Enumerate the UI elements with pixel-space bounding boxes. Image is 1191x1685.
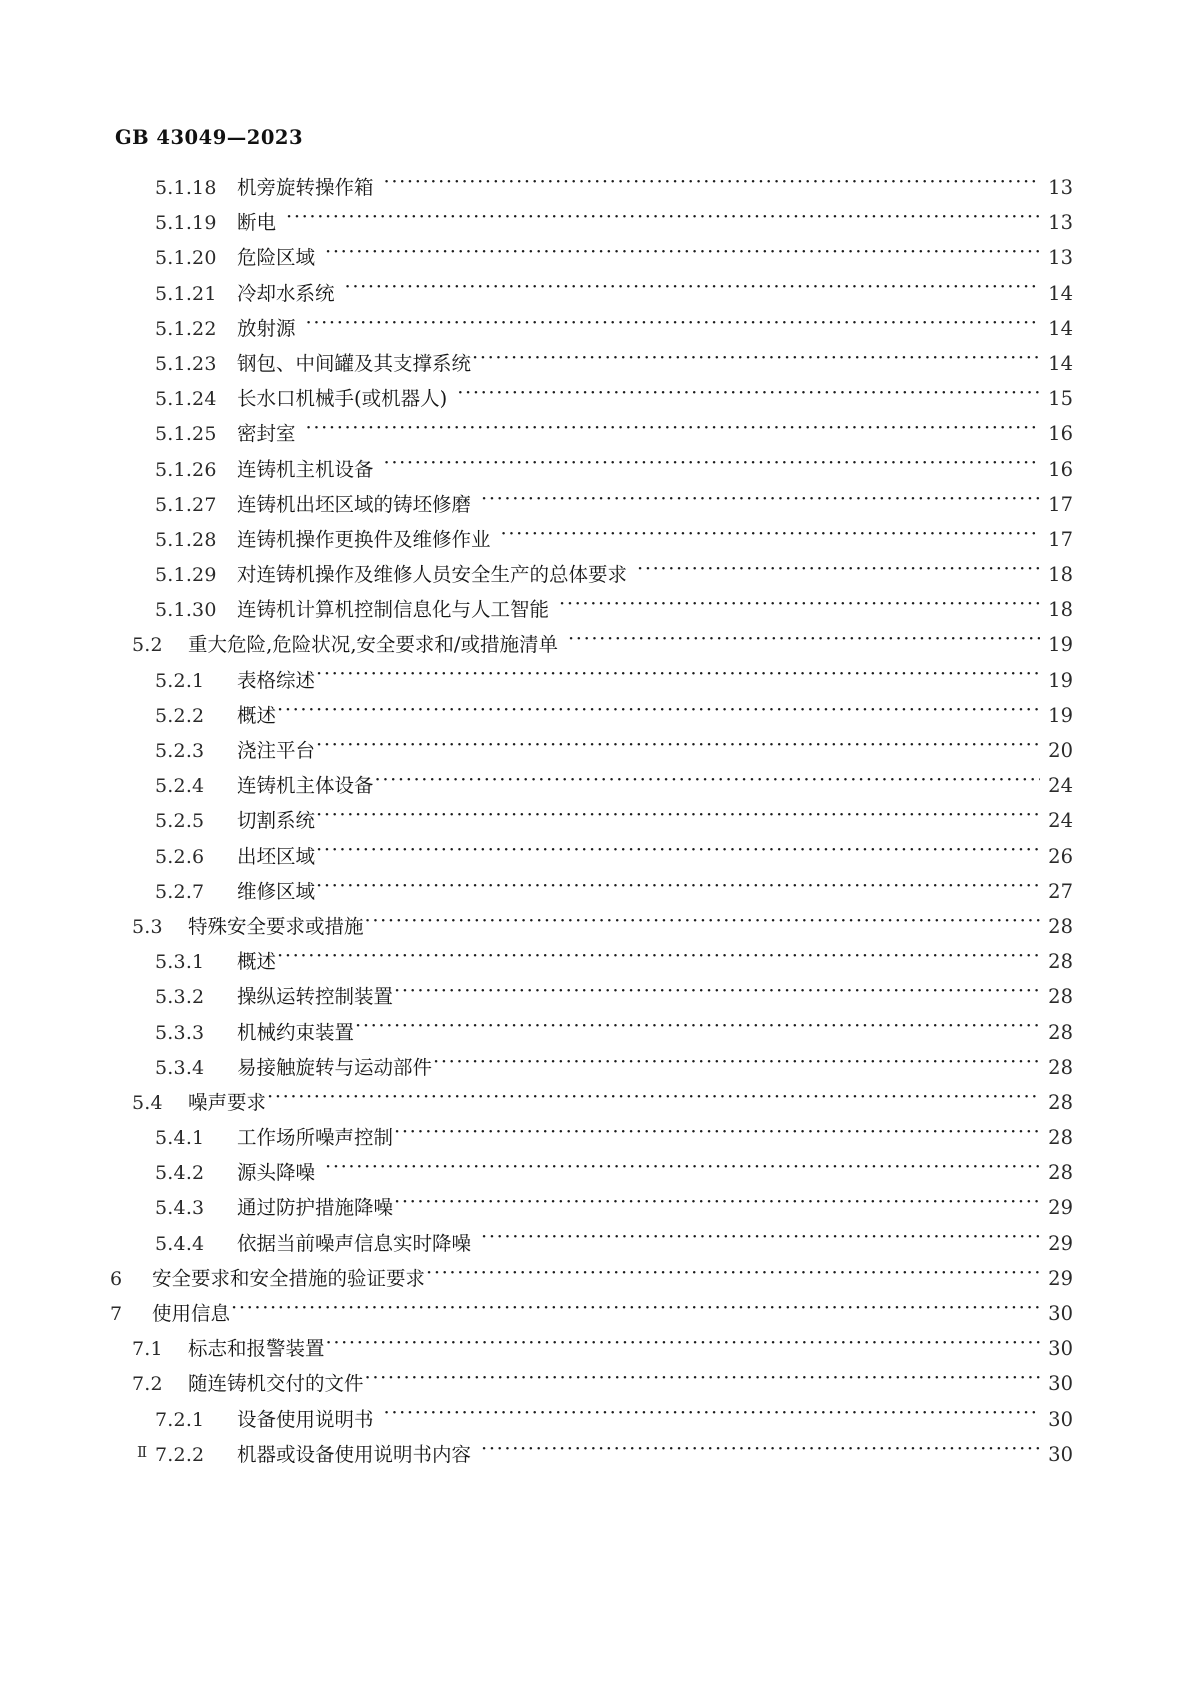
toc-entry-title: 出坯区域 [237, 844, 316, 868]
toc-entry-title: 钢包、中间罐及其支撑系统 [237, 351, 472, 375]
toc-entry[interactable] [0, 665, 1191, 700]
toc-entry[interactable] [0, 313, 1191, 348]
toc-dot-leader [267, 1089, 1040, 1109]
toc-dot-leader [384, 1406, 1040, 1426]
toc-entry-page-number: 28 [1048, 1020, 1073, 1044]
toc-dot-leader [355, 1019, 1040, 1039]
toc-dot-leader [231, 1301, 1040, 1321]
toc-dot-leader [365, 1371, 1040, 1391]
toc-dot-leader [316, 808, 1040, 828]
toc-entry[interactable] [0, 1122, 1191, 1157]
toc-entry[interactable] [0, 735, 1191, 770]
toc-entry-title: 冷却水系统 [237, 281, 335, 305]
toc-dot-leader [426, 1265, 1040, 1285]
toc-entry-number: 5.2.3 [155, 740, 205, 762]
toc-entry-title: 切割系统 [237, 809, 316, 833]
toc-entry-page-number: 28 [1048, 1090, 1073, 1114]
toc-entry[interactable] [0, 1333, 1191, 1368]
toc-dot-leader [481, 1230, 1040, 1250]
toc-entry-page-number: 16 [1048, 422, 1073, 446]
toc-entry-title: 机械约束装置 [237, 1020, 355, 1044]
toc-dot-leader [277, 949, 1040, 969]
toc-entry[interactable] [0, 594, 1191, 629]
toc-entry-title: 概述 [237, 950, 277, 974]
toc-dot-leader [316, 878, 1040, 898]
toc-entry-page-number: 30 [1048, 1442, 1073, 1466]
toc-entry-title: 噪声要求 [188, 1090, 267, 1114]
toc-entry-number: 5.2.5 [155, 810, 205, 833]
toc-entry[interactable] [0, 454, 1191, 489]
toc-entry-title: 断电 [237, 211, 277, 235]
toc-entry[interactable] [0, 1404, 1191, 1439]
toc-entry[interactable] [0, 770, 1191, 805]
toc-entry-number: 5.2.2 [155, 704, 205, 727]
toc-entry-number: 5.3.3 [155, 1021, 205, 1044]
toc-entry-title: 长水口机械手(或机器人) [237, 387, 448, 411]
toc-entry-page-number: 28 [1048, 985, 1073, 1009]
toc-entry-number: 5.4.4 [155, 1232, 205, 1255]
toc-entry-title: 标志和报警装置 [188, 1337, 325, 1361]
toc-entry-number: 5.4.1 [155, 1127, 205, 1150]
toc-dot-leader [375, 773, 1040, 793]
toc-entry[interactable] [0, 911, 1191, 946]
toc-entry[interactable] [0, 946, 1191, 981]
toc-dot-leader [316, 843, 1040, 863]
toc-dot-leader [316, 667, 1040, 687]
toc-entry-number: 5.2 [132, 634, 163, 657]
toc-entry-page-number: 19 [1048, 633, 1073, 657]
toc-entry[interactable] [0, 418, 1191, 453]
toc-entry-page-number: 13 [1048, 176, 1073, 199]
toc-entry-title: 连铸机出坯区域的铸坯修磨 [237, 492, 472, 516]
toc-entry[interactable] [0, 278, 1191, 313]
toc-entry-number: 5.4.2 [155, 1162, 205, 1185]
toc-entry-title: 易接触旋转与运动部件 [237, 1055, 433, 1079]
toc-dot-leader [394, 984, 1040, 1004]
toc-entry-page-number: 29 [1048, 1196, 1073, 1220]
toc-entry[interactable] [0, 1368, 1191, 1403]
toc-entry[interactable] [0, 242, 1191, 277]
toc-dot-leader [394, 1195, 1040, 1215]
toc-entry[interactable] [0, 1298, 1191, 1333]
toc-entry-number: 5.3 [132, 915, 163, 938]
toc-entry-page-number: 15 [1048, 387, 1073, 411]
toc-entry[interactable] [0, 1087, 1191, 1122]
toc-entry-page-number: 27 [1048, 879, 1073, 903]
toc-entry-page-number: 14 [1048, 351, 1073, 375]
toc-entry-page-number: 13 [1048, 211, 1073, 235]
toc-entry-number: 7.1 [132, 1338, 163, 1361]
running-header [115, 126, 312, 149]
toc-dot-leader [277, 702, 1040, 722]
toc-entry-title: 放射源 [237, 316, 296, 340]
toc-entry[interactable] [0, 1263, 1191, 1298]
toc-entry-title: 操纵运转控制装置 [237, 985, 394, 1009]
toc-entry-page-number: 29 [1048, 1266, 1073, 1290]
toc-entry[interactable] [0, 489, 1191, 524]
toc-entry[interactable] [0, 841, 1191, 876]
toc-entry-title: 工作场所噪声控制 [237, 1126, 394, 1150]
toc-entry-number: 5.1.29 [155, 564, 217, 587]
toc-entry-title: 连铸机操作更换件及维修作业 [237, 527, 491, 551]
toc-entry[interactable] [0, 1017, 1191, 1052]
toc-entry-page-number: 30 [1048, 1302, 1073, 1325]
toc-dot-leader [481, 491, 1040, 511]
toc-entry-title: 依据当前噪声信息实时降噪 [237, 1231, 472, 1255]
toc-dot-leader [472, 350, 1040, 370]
page-folio: Ⅱ [137, 1443, 148, 1461]
toc-entry-title: 密封室 [237, 422, 296, 446]
toc-entry-page-number: 24 [1048, 774, 1073, 798]
toc-entry-number: 6 [110, 1267, 123, 1290]
toc-entry[interactable] [0, 876, 1191, 911]
toc-entry-title: 维修区域 [237, 879, 316, 903]
toc-entry-number: 5.3.2 [155, 986, 205, 1009]
toc-entry[interactable] [0, 805, 1191, 840]
toc-dot-leader [637, 562, 1040, 582]
toc-entry-page-number: 17 [1048, 527, 1073, 551]
toc-entry-number: 7 [110, 1303, 123, 1325]
toc-entry-number: 5.1.30 [155, 599, 217, 622]
toc-entry[interactable] [0, 629, 1191, 664]
toc-entry-page-number: 28 [1048, 1126, 1073, 1150]
toc-entry-page-number: 19 [1048, 703, 1073, 727]
toc-entry-page-number: 14 [1048, 281, 1073, 305]
toc-entry[interactable] [0, 700, 1191, 735]
toc-entry-page-number: 13 [1048, 246, 1073, 270]
toc-entry-title: 通过防护措施降噪 [237, 1196, 394, 1220]
toc-entry-title: 重大危险‚危险状况‚安全要求和/或措施清单 [188, 633, 558, 657]
toc-entry-page-number: 30 [1048, 1407, 1073, 1431]
toc-entry[interactable] [0, 1192, 1191, 1227]
toc-entry[interactable] [0, 1157, 1191, 1192]
toc-entry-page-number: 16 [1048, 457, 1073, 481]
toc-entry-title: 危险区域 [237, 246, 316, 270]
toc-dot-leader [286, 210, 1040, 230]
toc-entry[interactable] [0, 524, 1191, 559]
toc-entry-number: 5.1.24 [155, 388, 217, 411]
toc-dot-leader [306, 421, 1040, 441]
toc-entry-number: 5.2.6 [155, 845, 205, 868]
toc-entry-title: 表格综述 [237, 668, 316, 692]
toc-entry-title: 机旁旋转操作箱 [237, 176, 374, 199]
toc-entry-page-number: 26 [1048, 844, 1073, 868]
toc-dot-leader [384, 175, 1040, 195]
toc-entry-title: 使用信息 [152, 1302, 231, 1325]
toc-entry-title: 安全要求和安全措施的验证要求 [152, 1266, 426, 1290]
toc-entry-number: 5.4.3 [155, 1197, 205, 1220]
toc-dot-leader [394, 1125, 1040, 1145]
toc-entry-page-number: 28 [1048, 1161, 1073, 1185]
toc-entry[interactable] [0, 207, 1191, 242]
toc-entry-title: 连铸机主体设备 [237, 774, 374, 798]
toc-entry-page-number: 19 [1048, 668, 1073, 692]
toc-entry-number: 5.3.1 [155, 951, 205, 974]
toc-entry-page-number: 14 [1048, 316, 1073, 340]
toc-entry-page-number: 18 [1048, 563, 1073, 587]
toc-entry-title: 机器或设备使用说明书内容 [237, 1442, 472, 1466]
toc-entry-number: 5.1.22 [155, 317, 217, 340]
toc-entry[interactable] [0, 383, 1191, 418]
toc-entry-title: 对连铸机操作及维修人员安全生产的总体要求 [237, 563, 628, 587]
toc-dot-leader [316, 738, 1040, 758]
toc-entry[interactable] [0, 559, 1191, 594]
toc-dot-leader [433, 1054, 1040, 1074]
toc-dot-leader [384, 456, 1040, 476]
toc-dot-leader [481, 1441, 1040, 1461]
toc-entry-page-number: 29 [1048, 1231, 1073, 1255]
toc-entry-page-number: 30 [1048, 1372, 1073, 1396]
toc-entry[interactable] [0, 1052, 1191, 1087]
toc-entry-title: 设备使用说明书 [237, 1407, 374, 1431]
toc-dot-leader [326, 1336, 1040, 1356]
toc-dot-leader [325, 245, 1040, 265]
toc-dot-leader [457, 386, 1040, 406]
toc-entry-number: 5.2.4 [155, 775, 205, 798]
toc-entry-title: 连铸机计算机控制信息化与人工智能 [237, 598, 550, 622]
toc-entry-title: 随连铸机交付的文件 [188, 1372, 364, 1396]
toc-entry-number: 5.1.18 [155, 177, 217, 199]
standard-code: GB 43049—2023 [115, 126, 304, 149]
toc-dot-leader [568, 632, 1040, 652]
table-of-contents [0, 172, 1191, 1474]
toc-entry-page-number: 24 [1048, 809, 1073, 833]
toc-entry[interactable] [0, 1439, 1191, 1474]
toc-entry-title: 浇注平台 [237, 739, 316, 762]
toc-entry-title: 概述 [237, 703, 277, 727]
toc-entry-number: 7.2 [132, 1373, 163, 1396]
toc-dot-leader [345, 280, 1040, 300]
toc-entry-title: 连铸机主机设备 [237, 457, 374, 481]
toc-dot-leader [325, 1160, 1040, 1180]
toc-entry-page-number: 28 [1048, 914, 1073, 938]
toc-entry-number: 5.1.26 [155, 458, 217, 481]
toc-entry-number: 7.2.2 [155, 1443, 205, 1466]
toc-entry-number: 7.2.1 [155, 1408, 205, 1431]
toc-entry-number: 5.1.28 [155, 528, 217, 551]
toc-entry-page-number: 28 [1048, 950, 1073, 974]
toc-entry[interactable] [0, 1228, 1191, 1263]
toc-entry-number: 5.2.1 [155, 669, 205, 692]
toc-entry-number: 5.1.23 [155, 352, 217, 375]
toc-entry[interactable] [0, 348, 1191, 383]
toc-entry-page-number: 18 [1048, 598, 1073, 622]
toc-entry[interactable] [0, 981, 1191, 1016]
toc-entry-number: 5.1.19 [155, 212, 217, 235]
toc-entry-page-number: 20 [1048, 739, 1073, 762]
toc-entry[interactable] [0, 172, 1191, 207]
toc-dot-leader [501, 526, 1040, 546]
toc-entry-number: 5.4 [132, 1091, 163, 1114]
toc-entry-number: 5.1.27 [155, 493, 217, 516]
toc-entry-number: 5.2.7 [155, 880, 205, 903]
toc-entry-title: 源头降噪 [237, 1161, 316, 1185]
toc-dot-leader [365, 913, 1040, 933]
toc-entry-title: 特殊安全要求或措施 [188, 914, 364, 938]
toc-entry-number: 5.3.4 [155, 1056, 205, 1079]
toc-entry-number: 5.1.21 [155, 282, 217, 305]
toc-entry-page-number: 17 [1048, 492, 1073, 516]
toc-dot-leader [559, 597, 1040, 617]
toc-entry-page-number: 28 [1048, 1055, 1073, 1079]
toc-entry-number: 5.1.25 [155, 423, 217, 446]
toc-dot-leader [306, 315, 1040, 335]
toc-entry-number: 5.1.20 [155, 247, 217, 270]
toc-entry-page-number: 30 [1048, 1337, 1073, 1361]
